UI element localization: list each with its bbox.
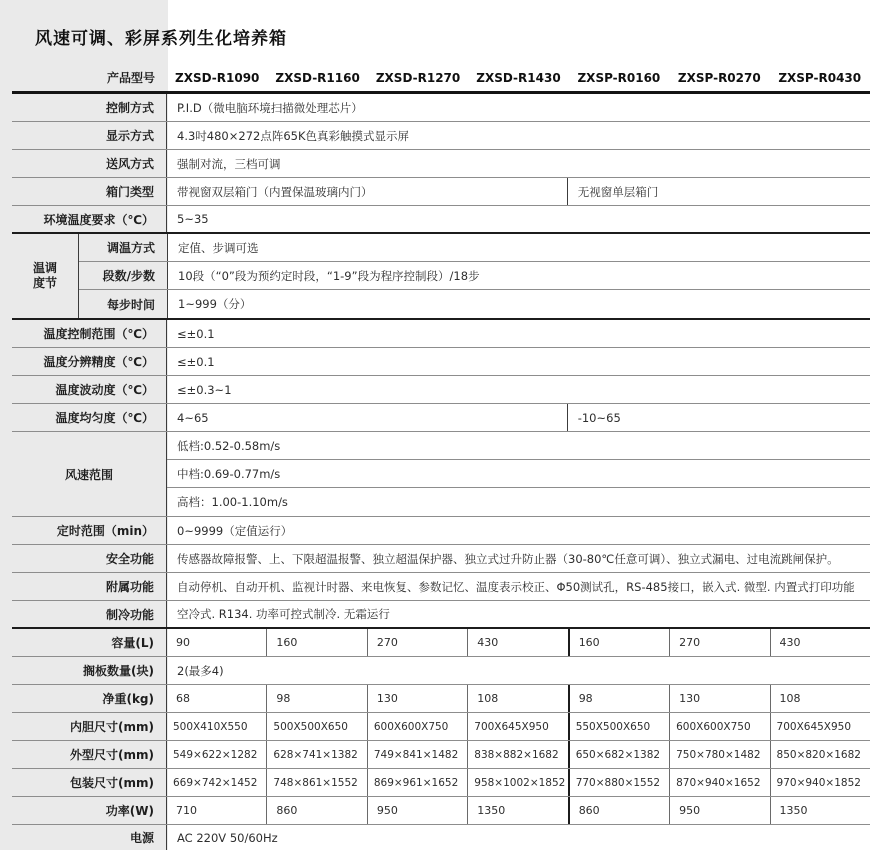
cell-value: 270 (670, 629, 770, 656)
row-label: 包装尺寸(mm) (12, 769, 167, 796)
cell-value: 770×880×1552 (570, 769, 670, 796)
cell-value: 430 (779, 636, 801, 649)
spec-row-airflow (12, 150, 870, 178)
cell-value: 108 (779, 692, 801, 705)
model-name: ZXSP-R0160 (577, 70, 661, 85)
row-label: 控制方式 (12, 94, 167, 121)
row-value: 10段（“0”段为预约定时段，“1-9”段为程序控制段）/18步 (178, 268, 480, 283)
spec-row-display-method (12, 122, 870, 150)
cell-value: 130 (670, 685, 770, 712)
row-label: 电源 (12, 825, 167, 850)
row-label: 内胆尺寸(mm) (12, 713, 167, 740)
cell-value: 710 (167, 797, 267, 824)
cell-value: 160 (570, 629, 670, 656)
model-name: ZXSD-R1090 (175, 70, 260, 85)
spec-row-step-time (79, 290, 870, 318)
cell-value: 600X600X750 (670, 713, 770, 740)
spec-row-accessory-functions (12, 573, 870, 601)
cell-value: 850×820×1682 (776, 748, 861, 761)
row-value: 强制对流，三档可调 (177, 156, 281, 171)
cell-value: 700X645X950 (468, 713, 569, 740)
row-label: 每步时间 (79, 290, 168, 318)
cell-value: 90 (167, 629, 267, 656)
cell-value: 500X500X650 (267, 713, 367, 740)
spec-row-temp-mode (79, 234, 870, 262)
cell-value: 549×622×1282 (167, 741, 267, 768)
model-name: ZXSP-R0270 (677, 70, 761, 85)
row-value: 空冷式. R134. 功率可控式制冷. 无霜运行 (177, 607, 390, 621)
wind-speed-subrows (167, 432, 870, 516)
cell-value: 500X410X550 (167, 713, 267, 740)
spec-row-ambient-temp (12, 206, 870, 234)
row-value: 2(最多4) (177, 663, 224, 678)
group-label-line1: 温调 (32, 261, 57, 275)
cell-value: 130 (368, 685, 468, 712)
value-columns (167, 741, 870, 768)
cell-value: 748×861×1552 (267, 769, 367, 796)
row-label: 风速范围 (12, 432, 167, 516)
spec-row-inner-size (12, 713, 870, 741)
cell-value: 430 (468, 629, 569, 656)
row-label: 送风方式 (12, 150, 167, 177)
row-label: 附属功能 (12, 573, 167, 600)
model-name: ZXSD-R1270 (375, 70, 461, 85)
spec-row-capacity (12, 629, 870, 657)
cell-value: 950 (368, 797, 468, 824)
spec-row-power (12, 797, 870, 825)
row-value: P.I.D（微电脑环境扫描微处理芯片） (177, 100, 363, 115)
row-value: 低档:0.52-0.58m/s (177, 438, 281, 453)
row-value: ≤±0.1 (177, 354, 215, 369)
cell-value: 1350 (468, 797, 569, 824)
cell-value: 970×940×1852 (776, 776, 861, 789)
row-value: 4.3吋480×272点阵65K色真彩触摸式显示屏 (177, 128, 409, 143)
row-label: 安全功能 (12, 545, 167, 572)
value-columns (167, 769, 870, 796)
spec-row-package-size (12, 769, 870, 797)
cell-value: 700X645X950 (776, 720, 852, 733)
row-label: 功率(W) (12, 797, 167, 824)
cell-value: 160 (267, 629, 367, 656)
cell-value: 950 (670, 797, 770, 824)
row-label: 显示方式 (12, 122, 167, 149)
spec-row-shelves (12, 657, 870, 685)
cell-value: 650×682×1382 (570, 741, 670, 768)
row-label: 段数/步数 (79, 262, 168, 289)
row-label: 温度控制范围（℃） (12, 320, 167, 347)
row-value: AC 220V 50/60Hz (177, 830, 278, 845)
wind-speed-high (167, 488, 870, 516)
cell-value: 870×940×1652 (670, 769, 770, 796)
row-value-left: 4~65 (177, 410, 209, 425)
row-label: 环境温度要求（℃） (12, 206, 167, 232)
row-label: 箱门类型 (12, 178, 167, 205)
cell-value: 750×780×1482 (670, 741, 770, 768)
model-columns (167, 64, 870, 91)
row-value-right: 无视窗单层箱门 (567, 178, 870, 205)
row-value: 传感器故障报警、上、下限超温报警、独立超温保护器、独立式过升防止器（30-80℃任意可调）、独立式漏电、过电流跳闸保护。 (177, 551, 839, 566)
cell-value: 98 (570, 685, 670, 712)
spec-group-wind-speed (12, 432, 870, 517)
cell-value: 869×961×1652 (368, 769, 468, 796)
row-label: 温度分辨精度（℃） (12, 348, 167, 375)
wind-speed-mid (167, 460, 870, 488)
spec-row-temp-uniformity (12, 404, 870, 432)
row-value: 自动停机、自动开机、监视计时器、来电恢复、参数记忆、温度表示校正、Φ50测试孔，RS-485接口，嵌入式. 微型. 内置式打印功能 (177, 579, 855, 594)
cell-value: 98 (267, 685, 367, 712)
header-label: 产品型号 (106, 71, 155, 85)
row-label: 外型尺寸(mm) (12, 741, 167, 768)
row-label: 制冷功能 (12, 601, 167, 627)
row-value: 高档：1.00-1.10m/s (177, 495, 288, 509)
row-value: 中档:0.69-0.77m/s (177, 466, 281, 481)
group-label-line2: 度节 (32, 276, 57, 290)
row-label: 容量(L) (12, 629, 167, 656)
row-value: 1~999（分） (178, 297, 252, 311)
row-label: 定时范围（min） (12, 517, 167, 544)
cell-value: 838×882×1682 (468, 741, 569, 768)
group-subrows (79, 234, 870, 318)
row-value: 5~35 (177, 212, 209, 226)
cell-value: 628×741×1382 (267, 741, 367, 768)
value-columns (167, 629, 870, 656)
spec-row-outer-size (12, 741, 870, 769)
row-value-left: 带视窗双层箱门（内置保温玻璃内门） (177, 184, 373, 199)
cell-value: 600X600X750 (368, 713, 468, 740)
spec-row-temp-control-range (12, 320, 870, 348)
model-name: ZXSD-R1430 (476, 70, 561, 85)
row-value: 0~9999（定值运行） (177, 523, 293, 538)
value-columns (167, 685, 870, 712)
group-label (12, 234, 79, 318)
spec-row-segments-steps (79, 262, 870, 290)
spec-table (12, 64, 870, 850)
cell-value: 860 (267, 797, 367, 824)
spec-row-net-weight (12, 685, 870, 713)
row-value-right: -10~65 (567, 404, 870, 431)
cell-value: 270 (368, 629, 468, 656)
cell-value: 550X500X650 (570, 713, 670, 740)
row-value: 定值、步调可选 (178, 240, 259, 255)
model-name: ZXSP-R0430 (778, 70, 862, 85)
spec-row-door-type (12, 178, 870, 206)
table-header-row (12, 64, 870, 94)
spec-row-power-supply (12, 825, 870, 850)
cell-value: 68 (167, 685, 267, 712)
row-label: 温度均匀度（℃） (12, 404, 167, 431)
model-name: ZXSD-R1160 (275, 70, 360, 85)
spec-row-timer-range (12, 517, 870, 545)
row-value: ≤±0.1 (177, 326, 215, 341)
spec-row-cooling-function (12, 601, 870, 629)
spec-row-safety-functions (12, 545, 870, 573)
row-label: 调温方式 (79, 234, 168, 261)
spec-row-control-method (12, 94, 870, 122)
row-label: 净重(kg) (12, 685, 167, 712)
wind-speed-low (167, 432, 870, 460)
cell-value: 669×742×1452 (167, 769, 267, 796)
cell-value: 1350 (779, 804, 808, 817)
spec-row-temp-resolution (12, 348, 870, 376)
spec-row-temp-fluctuation (12, 376, 870, 404)
row-value: ≤±0.3~1 (177, 382, 232, 397)
cell-value: 860 (570, 797, 670, 824)
row-label: 搁板数量(块) (12, 657, 167, 684)
cell-value: 958×1002×1852 (468, 769, 569, 796)
row-label: 温度波动度（℃） (12, 376, 167, 403)
value-columns (167, 713, 870, 740)
cell-value: 108 (468, 685, 569, 712)
page-title: 风速可调、彩屏系列生化培养箱 (35, 29, 287, 49)
cell-value: 749×841×1482 (368, 741, 468, 768)
value-columns (167, 797, 870, 824)
spec-group-temp-adjust (12, 234, 870, 320)
